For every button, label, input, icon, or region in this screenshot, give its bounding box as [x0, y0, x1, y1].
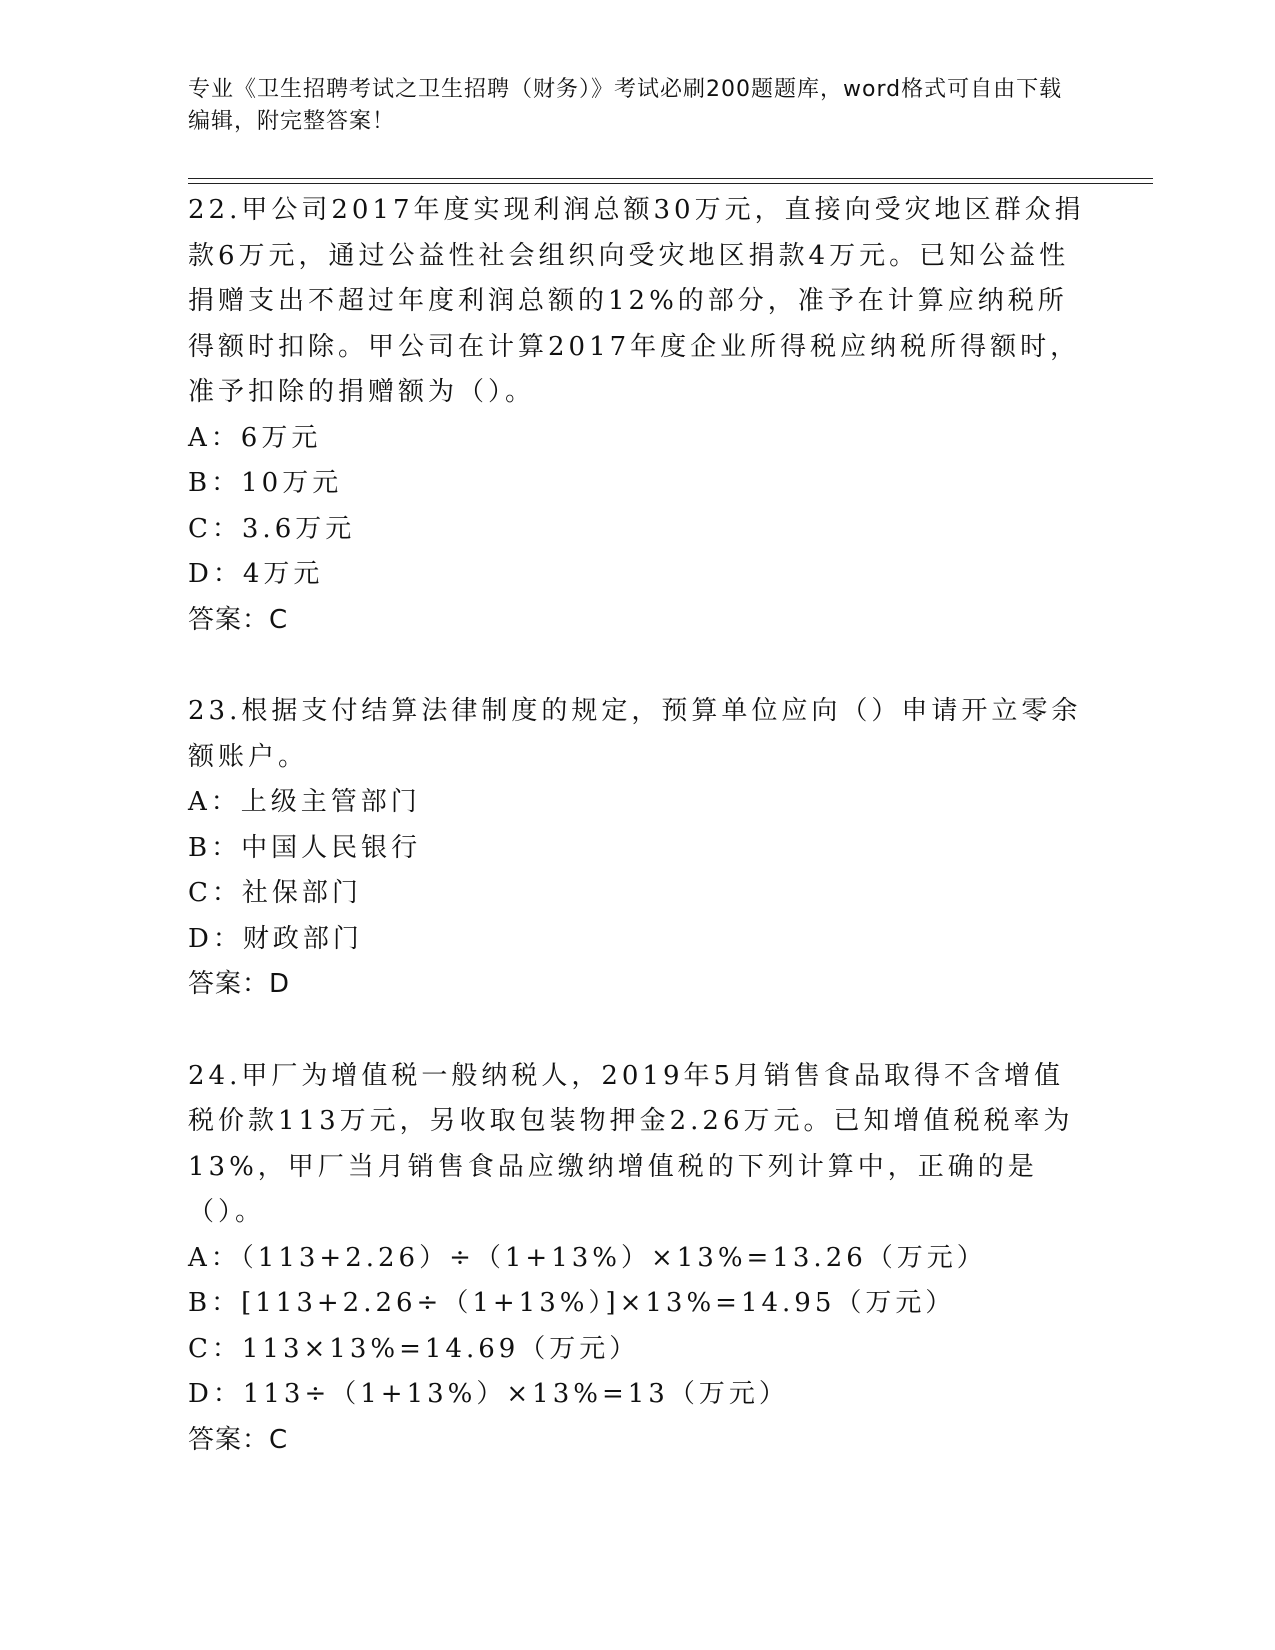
option-a: A：6万元 — [188, 422, 322, 453]
option-b: B：[113+2.26÷（1+13%）]×13%=14.95（万元） — [188, 1288, 956, 1318]
option-b: B：10万元 — [188, 468, 343, 498]
option-b: B：中国人民银行 — [188, 832, 422, 863]
option-a: A：上级主管部门 — [188, 787, 421, 817]
option-c: C：社保部门 — [188, 878, 362, 908]
option-d: D：4万元 — [188, 559, 324, 589]
document-header: 专业《卫生招聘考试之卫生招聘（财务）》考试必刷200题题库，word格式可自由下载编辑，附完整答案！ — [188, 77, 1063, 134]
option-c: C：113×13%=14.69（万元） — [188, 1333, 640, 1364]
header-divider-top — [188, 178, 1153, 179]
answer: 答案：D — [188, 969, 291, 999]
answer: 答案：C — [188, 1424, 289, 1455]
option-d: D：财政部门 — [188, 923, 363, 954]
question-text: 24.甲厂为增值税一般纳税人，2019年5月销售食品取得不含增值税价款113万元，另收取包装物押金2.26万元。已知增值税税率为13%，甲厂当月销售食品应缴纳增值税的下列计算中，正确的是（）。 — [188, 1060, 1074, 1227]
question-23 — [188, 689, 1088, 1008]
question-text: 22.甲公司2017年度实现利润总额30万元，直接向受灾地区群众捐款6万元，通过公益性社会组织向受灾地区捐款4万元。已知公益性捐赠支出不超过年度利润总额的12%的部分，准予在计算应纳税所得额时扣除。甲公司在计算2017年度企业所得税应纳税所得额时，准予扣除的捐赠额为（）。 — [188, 195, 1085, 407]
question-list — [188, 188, 1088, 1509]
option-c: C：3.6万元 — [188, 513, 356, 544]
option-a: A：（113+2.26）÷（1+13%）×13%=13.26（万元） — [188, 1242, 987, 1273]
question-24 — [188, 1054, 1088, 1464]
question-22 — [188, 188, 1088, 643]
answer: 答案：C — [188, 604, 289, 635]
header-divider-bottom — [188, 183, 1153, 184]
question-text: 23.根据支付结算法律制度的规定，预算单位应向（）申请开立零余额账户。 — [188, 696, 1082, 772]
option-d: D：113÷（1+13%）×13%=13（万元） — [188, 1379, 789, 1409]
